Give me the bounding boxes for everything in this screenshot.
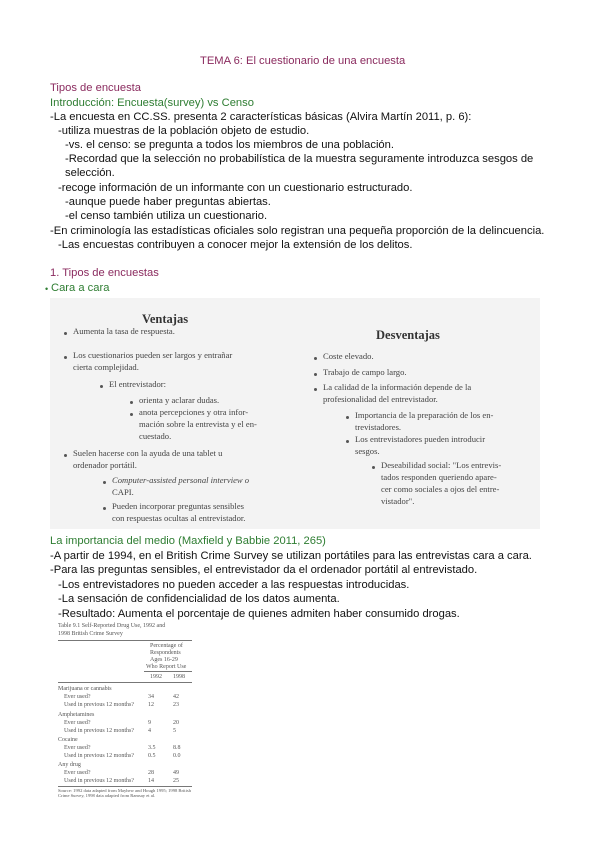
medio-heading: La importancia del medio (Maxfield y Babbie 2011, 265): [50, 535, 326, 547]
bullet-icon: [64, 356, 67, 359]
table-row-label: Amphetamines: [58, 712, 95, 718]
table-cell: 4: [148, 728, 151, 734]
ventajas-item: Pueden incorporar preguntas sensibles: [112, 501, 244, 511]
types-heading: 1. Tipos de encuestas: [50, 267, 159, 279]
ventajas-item: CAPI.: [112, 487, 134, 497]
ventajas-item: Suelen hacerse con la ayuda de una tablet u: [73, 448, 223, 458]
intro-line: -La encuesta en CC.SS. presenta 2 características básicas (Alvira Martín 2011, p. 6):: [50, 111, 472, 123]
table-cell: 25: [173, 778, 179, 784]
table-header: Ages 16-29: [150, 657, 178, 663]
intro-line: -el censo también utiliza un cuestionario.: [65, 210, 268, 222]
desventajas-item: Deseabilidad social: "Los entrevis-: [381, 460, 502, 470]
section-heading: Tipos de encuesta: [50, 82, 142, 94]
table-header: Who Report Use: [146, 664, 187, 670]
bullet-icon: [314, 357, 317, 360]
table-row-label: Ever used?: [64, 745, 91, 751]
cara-a-cara-heading: Cara a cara: [51, 282, 110, 294]
desventajas-item: trevistadores.: [355, 422, 402, 432]
desventajas-item: tados responden queriendo apare-: [381, 472, 497, 482]
bullet-icon: [64, 454, 67, 457]
desventajas-item: sesgos.: [355, 446, 380, 456]
bullet-icon: [64, 332, 67, 335]
desventajas-title: Desventajas: [376, 328, 440, 342]
table-cell: 5: [173, 728, 176, 734]
table-row-label: Used in previous 12 months?: [64, 702, 134, 708]
table-row-label: Used in previous 12 months?: [64, 728, 134, 734]
table-source: Source: 1992 data adapted from Mayhew and Hough 1995; 1998 British: [58, 788, 191, 793]
desventajas-item: Los entrevistadores pueden introducir: [355, 434, 486, 444]
intro-line: -En criminología las estadísticas oficiales solo registran una pequeña proporción de la delincuencia.: [50, 225, 545, 237]
medio-line: -A partir de 1994, en el British Crime Survey se utilizan portátiles para las entrevistas cara a cara.: [50, 550, 532, 562]
table-row-label: Ever used?: [64, 720, 91, 726]
table-cell: 49: [173, 770, 179, 776]
desventajas-item: cer como sociales a ojos del entre-: [381, 484, 500, 494]
table-cell: 0.0: [173, 753, 181, 759]
ventajas-item: mación sobre la entrevista y el en-: [139, 419, 257, 429]
ventajas-item: Los cuestionarios pueden ser largos y entrañar: [73, 350, 233, 360]
table-cell: 9: [148, 720, 151, 726]
intro-line: -recoge información de un informante con un cuestionario estructurado.: [58, 182, 413, 194]
intro-line: -Recordad que la selección no probabilística de la muestra seguramente introduzca sesgos de: [65, 153, 534, 165]
ventajas-item: El entrevistador:: [109, 379, 167, 389]
ventajas-item: Computer-assisted personal interview o: [112, 475, 250, 485]
ventajas-item: cierta complejidad.: [73, 362, 139, 372]
medio-line: -Los entrevistadores no pueden acceder a las respuestas introducidas.: [58, 579, 410, 591]
desventajas-item: profesionalidad del entrevistador.: [323, 394, 438, 404]
bullet-icon: [100, 385, 103, 388]
desventajas-item: Importancia de la preparación de los en-: [355, 410, 494, 420]
ventajas-item: ordenador portátil.: [73, 460, 137, 470]
bullet-icon: [346, 440, 349, 443]
bullet-icon: [372, 466, 375, 469]
table-cell: 23: [173, 702, 179, 708]
table-cell: 12: [148, 702, 154, 708]
desventajas-item: Trabajo de campo largo.: [323, 367, 407, 377]
bullet-icon: [103, 507, 106, 510]
table-row-label: Used in previous 12 months?: [64, 778, 134, 784]
table-cell: 42: [173, 694, 179, 700]
table-col-header: 1992: [150, 674, 162, 680]
intro-line: -utiliza muestras de la población objeto de estudio.: [58, 125, 310, 137]
table-row-label: Ever used?: [64, 694, 91, 700]
ventajas-desventajas-figure: [50, 298, 540, 529]
bullet-icon: [314, 373, 317, 376]
bullet-icon: •: [45, 284, 49, 294]
table-cell: 8.8: [173, 745, 181, 751]
intro-line: -Las encuestas contribuyen a conocer mejor la extensión de los delitos.: [58, 239, 413, 251]
table-row-label: Any drug: [58, 762, 81, 768]
table-row-label: Used in previous 12 months?: [64, 753, 134, 759]
table-caption: Table 9.1 Self-Reported Drug Use, 1992 and: [58, 623, 166, 629]
drug-use-table: [58, 622, 194, 798]
bullet-icon: [314, 388, 317, 391]
table-cell: 14: [148, 778, 154, 784]
bullet-icon: [103, 481, 106, 484]
intro-line: -vs. el censo: se pregunta a todos los miembros de una población.: [65, 139, 394, 151]
table-header: Percentage of: [150, 643, 183, 649]
page-title: TEMA 6: El cuestionario de una encuesta: [200, 55, 406, 67]
medio-line: -La sensación de confidencialidad de los datos aumenta.: [58, 593, 340, 605]
table-caption: 1998 British Crime Survey: [58, 631, 123, 637]
table-row-label: Ever used?: [64, 770, 91, 776]
ventajas-item: orienta y aclarar dudas.: [139, 395, 220, 405]
table-cell: 3.5: [148, 745, 156, 751]
ventajas-title: Ventajas: [142, 312, 189, 326]
desventajas-item: Coste elevado.: [323, 351, 374, 361]
table-cell: 34: [148, 694, 154, 700]
ventajas-item: Aumenta la tasa de respuesta.: [73, 326, 175, 336]
table-source: Crime Survey, 1998 data adapted from Ramsay et al.: [58, 793, 156, 798]
medio-line: -Para las preguntas sensibles, el entrevistador da el ordenador portátil al entrevistado.: [50, 564, 478, 576]
desventajas-item: vistador".: [381, 496, 415, 506]
table-header: Respondents: [150, 650, 181, 656]
ventajas-item: con respuestas ocultas al entrevistador.: [112, 513, 246, 523]
bullet-icon: [346, 416, 349, 419]
bullet-icon: [130, 413, 133, 416]
intro-line: -aunque puede haber preguntas abiertas.: [65, 196, 271, 208]
table-row-label: Marijuana or cannabis: [58, 686, 112, 692]
table-col-header: 1998: [173, 674, 185, 680]
desventajas-item: La calidad de la información depende de la: [323, 382, 472, 392]
table-row-label: Cocaine: [58, 737, 78, 743]
medio-line: -Resultado: Aumenta el porcentaje de quienes admiten haber consumido drogas.: [58, 608, 460, 620]
intro-line: selección.: [65, 167, 115, 179]
bullet-icon: [130, 401, 133, 404]
intro-heading: Introducción: Encuesta(survey) vs Censo: [50, 97, 254, 109]
table-cell: 28: [148, 770, 154, 776]
table-cell: 0.5: [148, 753, 156, 759]
table-cell: 20: [173, 720, 179, 726]
ventajas-item: anota percepciones y otra infor-: [139, 407, 249, 417]
ventajas-item: cuestado.: [139, 431, 172, 441]
